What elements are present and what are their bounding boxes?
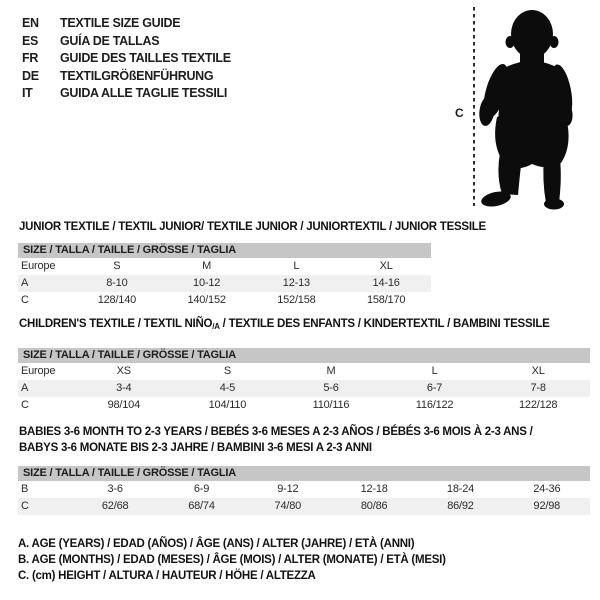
table-row: [18, 275, 431, 292]
section-title-text: / TEXTILE DES ENFANTS / KINDERTEXTIL / BAMBINI TESSILE: [219, 318, 550, 330]
table-cell: 3-6: [107, 483, 123, 495]
table-cell: 6-9: [193, 483, 210, 495]
table-cell: 140/152: [187, 294, 226, 306]
table-cell: 86/92: [447, 500, 474, 512]
table-cell: S: [113, 260, 121, 272]
table-cell: 116/122: [415, 399, 454, 411]
language-row: [22, 85, 231, 103]
row-label: B: [21, 483, 29, 495]
table-cell: 9-12: [277, 483, 299, 495]
table-cell: 18-24: [446, 483, 475, 495]
table-header: SIZE / TALLA / TAILLE / GRÖSSE / TAGLIA: [18, 466, 590, 481]
table-row: [18, 498, 590, 515]
baby-silhouette-icon: [470, 5, 590, 210]
table-cell: 3-4: [116, 382, 132, 394]
language-title: TEXTILGRÖßENFÜHRUNG: [60, 68, 214, 83]
footnote-age-years: A. AGE (YEARS) / EDAD (AÑOS) / ÂGE (ANS) / ALTER (JAHRE) / ETÀ (ANNI): [18, 538, 415, 550]
table-cell: M: [326, 365, 336, 377]
table-row: [18, 481, 590, 498]
table-row: [18, 380, 590, 397]
table-cell: 68/74: [188, 500, 215, 512]
table-cell: 4-5: [219, 382, 236, 394]
row-label: Europe: [21, 365, 56, 377]
table-header: SIZE / TALLA / TAILLE / GRÖSSE / TAGLIA: [18, 243, 431, 258]
row-label: C: [21, 500, 29, 512]
table-cell: 158/170: [366, 294, 406, 306]
language-code: DE: [22, 68, 39, 83]
section-title-children: [19, 318, 550, 331]
table-row: [18, 258, 431, 275]
section-title-subscript: /A: [212, 322, 220, 331]
table-cell: 6-7: [426, 382, 443, 394]
row-label: A: [21, 277, 29, 289]
footnotes: [18, 536, 446, 585]
table-row: [18, 363, 590, 380]
language-title: GUIDA ALLE TAGLIE TESSILI: [60, 86, 228, 100]
language-row: [22, 50, 231, 68]
section-title-text: CHILDREN'S TEXTILE / TEXTIL NIÑO: [19, 318, 213, 330]
table-cell: 8-10: [106, 277, 128, 289]
table-cell: 7-8: [530, 382, 546, 394]
row-label: C: [21, 399, 29, 411]
section-title-line: BABIES 3-6 MONTH TO 2-3 YEARS / BEBÉS 3-6 MESES A 2-3 AÑOS / BÉBÉS 3-6 MOIS À 2-3 ANS /: [19, 426, 533, 438]
row-label: Europe: [21, 260, 56, 272]
language-code: EN: [22, 16, 39, 30]
language-code: ES: [22, 33, 39, 48]
language-row: [22, 33, 231, 51]
language-row: [22, 68, 231, 86]
table-cell: 12-13: [282, 277, 310, 289]
table-row: [18, 292, 431, 309]
table-cell: 110/116: [312, 399, 350, 411]
children-size-table: [18, 348, 590, 414]
babies-size-table: [18, 466, 590, 515]
table-cell: XS: [116, 365, 131, 377]
language-code: FR: [22, 51, 39, 65]
language-code: IT: [22, 86, 33, 100]
table-cell: 10-12: [193, 277, 221, 289]
table-row: [18, 397, 590, 414]
table-cell: L: [293, 260, 300, 272]
table-cell: 122/128: [518, 399, 558, 411]
table-cell: 62/68: [101, 500, 129, 512]
table-cell: 14-16: [372, 277, 400, 289]
table-cell: S: [223, 365, 231, 377]
section-title-junior: [19, 221, 486, 233]
section-title-line: BABYS 3-6 MONATE BIS 2-3 JAHRE / BAMBINI 3-6 MESI A 2-3 ANNI: [19, 442, 372, 454]
table-cell: 92/98: [533, 500, 561, 512]
language-title: GUIDE DES TAILLES TEXTILE: [60, 51, 231, 65]
table-cell: M: [202, 260, 212, 272]
table-cell: XL: [379, 260, 393, 272]
table-cell: 5-6: [323, 382, 339, 394]
section-title-text: JUNIOR TEXTILE / TEXTIL JUNIOR/ TEXTILE JUNIOR / JUNIORTEXTIL / JUNIOR TESSILE: [19, 221, 486, 233]
table-cell: 98/104: [107, 399, 141, 411]
footnote-age-months: B. AGE (MONTHS) / EDAD (MESES) / ÂGE (MOIS) / ALTER (MONATE) / ETÀ (MESI): [18, 554, 446, 567]
language-list: [22, 15, 231, 103]
table-cell: 128/140: [97, 294, 137, 306]
row-label: C: [21, 294, 29, 306]
language-title: TEXTILE SIZE GUIDE: [60, 16, 181, 30]
table-header: SIZE / TALLA / TAILLE / GRÖSSE / TAGLIA: [18, 348, 590, 363]
language-title: GUÍA DE TALLAS: [60, 33, 160, 48]
table-cell: 104/110: [208, 399, 247, 411]
footnote-height: C. (cm) HEIGHT / ALTURA / HAUTEUR / HÖHE / ALTEZZA: [18, 570, 316, 583]
baby-height-figure: [440, 5, 595, 210]
language-row: [22, 15, 231, 33]
junior-size-table: [18, 243, 431, 309]
height-measure-label: C: [455, 106, 464, 120]
table-cell: 74/80: [274, 500, 302, 512]
table-cell: XL: [531, 365, 545, 377]
table-cell: 152/158: [277, 294, 316, 306]
table-cell: L: [431, 365, 438, 377]
table-cell: 12-18: [360, 483, 388, 495]
table-cell: 24-36: [533, 483, 561, 495]
table-cell: 80/86: [360, 500, 388, 512]
section-title-babies: [19, 424, 533, 456]
row-label: A: [21, 382, 29, 394]
